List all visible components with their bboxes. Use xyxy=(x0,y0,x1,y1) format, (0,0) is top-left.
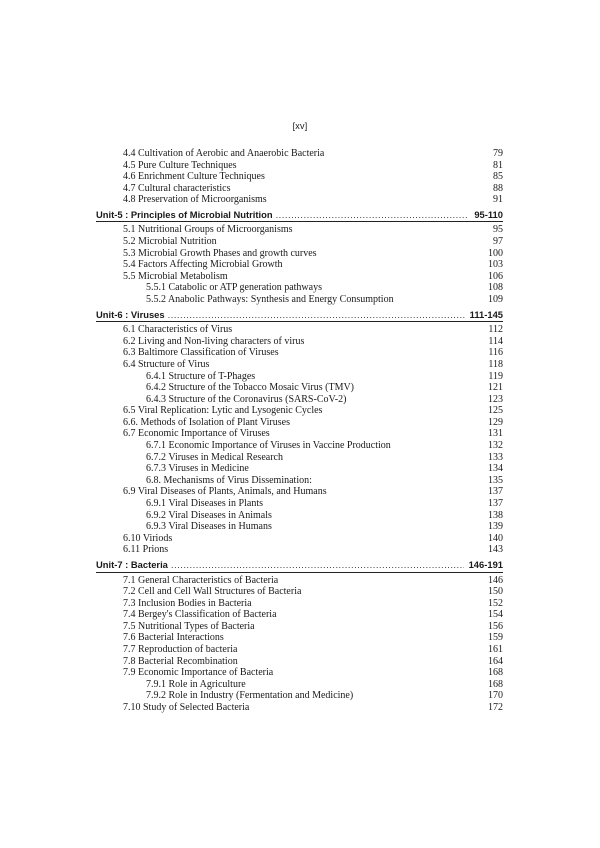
entry-page-number: 109 xyxy=(488,294,503,306)
entry-page-number: 140 xyxy=(488,532,503,544)
entry-page-number: 100 xyxy=(488,247,503,259)
toc-entry xyxy=(96,533,503,545)
entry-page-number: 134 xyxy=(488,463,503,475)
entry-title: 5.2 Microbial Nutrition xyxy=(123,236,217,248)
toc-entry xyxy=(96,224,503,236)
entry-title: 4.6 Enrichment Culture Techniques xyxy=(123,171,265,183)
unit-page-range: 146-191 xyxy=(468,559,503,570)
toc-entry xyxy=(96,609,503,621)
toc-entry xyxy=(96,656,503,668)
entry-title: 6.8. Mechanisms of Virus Dissemination: xyxy=(146,474,312,486)
toc-entry xyxy=(96,171,503,183)
toc-entry xyxy=(96,236,503,248)
entry-title: 7.7 Reproduction of bacteria xyxy=(123,644,238,656)
entry-title: 7.9.1 Role in Agriculture xyxy=(146,678,246,690)
toc-unit-heading xyxy=(96,208,503,223)
toc-entry xyxy=(96,282,503,294)
toc-entry xyxy=(96,294,503,306)
toc-entry xyxy=(96,498,503,510)
entry-page-number: 168 xyxy=(488,678,503,690)
entry-title: 6.11 Prions xyxy=(123,544,169,556)
toc-entry xyxy=(96,405,503,417)
entry-page-number: 146 xyxy=(488,574,503,586)
toc-entry xyxy=(96,440,503,452)
entry-title: 6.9 Viral Diseases of Plants, Animals, and Humans xyxy=(123,486,327,498)
entry-page-number: 129 xyxy=(488,416,503,428)
entry-title: 5.5.1 Catabolic or ATP generation pathways xyxy=(146,282,322,294)
toc-entry xyxy=(96,452,503,464)
entry-title: 5.1 Nutritional Groups of Microorganisms xyxy=(123,224,293,236)
entry-title: 4.7 Cultural characteristics xyxy=(123,182,231,194)
toc-entry xyxy=(96,510,503,522)
entry-page-number: 116 xyxy=(488,347,503,359)
entry-title: 6.7.2 Viruses in Medical Research xyxy=(146,451,283,463)
toc-entry xyxy=(96,259,503,271)
toc-entry xyxy=(96,632,503,644)
entry-page-number: 131 xyxy=(488,428,503,440)
entry-title: 7.9 Economic Importance of Bacteria xyxy=(123,667,274,679)
entry-page-number: 88 xyxy=(493,182,503,194)
toc-entry xyxy=(96,544,503,556)
unit-title: Unit-7 : Bacteria xyxy=(96,559,168,570)
entry-page-number: 170 xyxy=(488,690,503,702)
toc-entry xyxy=(96,475,503,487)
entry-title: 4.8 Preservation of Microorganisms xyxy=(123,194,267,206)
entry-page-number: 112 xyxy=(488,324,503,336)
entry-page-number: 138 xyxy=(488,509,503,521)
entry-page-number: 91 xyxy=(493,194,503,206)
entry-title: 6.9.1 Viral Diseases in Plants xyxy=(146,498,263,510)
entry-page-number: 152 xyxy=(488,597,503,609)
toc-entry xyxy=(96,586,503,598)
entry-page-number: 114 xyxy=(488,335,503,347)
toc-entry xyxy=(96,598,503,610)
toc-entry xyxy=(96,148,503,160)
toc-entry xyxy=(96,371,503,383)
entry-page-number: 137 xyxy=(488,498,503,510)
entry-title: 7.3 Inclusion Bodies in Bacteria xyxy=(123,597,252,609)
toc-entry xyxy=(96,160,503,172)
entry-page-number: 125 xyxy=(488,405,503,417)
entry-page-number: 161 xyxy=(488,644,503,656)
entry-title: 6.4.1 Structure of T-Phages xyxy=(146,370,256,382)
entry-page-number: 168 xyxy=(488,667,503,679)
entry-page-number: 135 xyxy=(488,474,503,486)
toc-entry xyxy=(96,417,503,429)
entry-page-number: 118 xyxy=(488,358,503,370)
entry-title: 7.6 Bacterial Interactions xyxy=(123,632,224,644)
entry-title: 6.7 Economic Importance of Viruses xyxy=(123,428,270,440)
toc-unit-heading xyxy=(96,308,503,323)
entry-title: 6.7.1 Economic Importance of Viruses in Vaccine Production xyxy=(146,440,391,452)
entry-title: 6.4.2 Structure of the Tobacco Mosaic Virus (TMV) xyxy=(146,382,355,394)
entry-page-number: 97 xyxy=(493,236,503,248)
dot-leader xyxy=(171,558,464,572)
entry-title: 7.9.2 Role in Industry (Fermentation and Medicine) xyxy=(146,690,354,702)
toc-entry xyxy=(96,271,503,283)
entry-title: 6.6. Methods of Isolation of Plant Viruses xyxy=(123,416,290,428)
entry-title: 5.5.2 Anabolic Pathways: Synthesis and Energy Consumption xyxy=(146,294,394,306)
toc-entry xyxy=(96,690,503,702)
toc-entry xyxy=(96,521,503,533)
entry-page-number: 143 xyxy=(488,544,503,556)
page-number: [xv] xyxy=(292,121,308,131)
entry-title: 7.4 Bergey's Classification of Bacteria xyxy=(123,609,277,621)
entry-page-number: 150 xyxy=(488,586,503,598)
dot-leader xyxy=(276,208,470,222)
toc-entry xyxy=(96,359,503,371)
entry-title: 6.5 Viral Replication: Lytic and Lysogenic Cycles xyxy=(123,405,323,417)
entry-page-number: 106 xyxy=(488,270,503,282)
toc-entry xyxy=(96,194,503,206)
toc-entry xyxy=(96,347,503,359)
entry-page-number: 85 xyxy=(493,171,503,183)
entry-title: 6.4.3 Structure of the Coronavirus (SARS-CoV-2) xyxy=(146,393,347,405)
toc-entry xyxy=(96,394,503,406)
entry-title: 7.10 Study of Selected Bacteria xyxy=(123,702,250,714)
entry-title: 7.2 Cell and Cell Wall Structures of Bacteria xyxy=(123,586,302,598)
toc-entry xyxy=(96,486,503,498)
entry-title: 6.3 Baltimore Classification of Viruses xyxy=(123,347,279,359)
toc-entry xyxy=(96,248,503,260)
toc-entry xyxy=(96,667,503,679)
entry-page-number: 172 xyxy=(488,702,503,714)
entry-page-number: 79 xyxy=(493,148,503,159)
toc-entry xyxy=(96,382,503,394)
toc-entry xyxy=(96,679,503,691)
toc-entry xyxy=(96,428,503,440)
entry-page-number: 119 xyxy=(488,370,503,382)
entry-title: 6.10 Viriods xyxy=(123,532,173,544)
toc-entry xyxy=(96,621,503,633)
entry-page-number: 137 xyxy=(488,486,503,498)
entry-title: 6.9.2 Viral Diseases in Animals xyxy=(146,509,272,521)
entry-title: 5.5 Microbial Metabolism xyxy=(123,270,228,282)
entry-title: 5.4 Factors Affecting Microbial Growth xyxy=(123,259,283,271)
toc-unit-heading xyxy=(96,558,503,573)
dot-leader xyxy=(168,308,465,322)
toc-entry xyxy=(96,644,503,656)
entry-title: 6.7.3 Viruses in Medicine xyxy=(146,463,249,475)
entry-title: 7.8 Bacterial Recombination xyxy=(123,655,238,667)
table-of-contents xyxy=(96,148,503,714)
entry-page-number: 154 xyxy=(488,609,503,621)
entry-page-number: 95 xyxy=(493,224,503,236)
toc-entry xyxy=(96,324,503,336)
entry-page-number: 103 xyxy=(488,259,503,271)
toc-entry xyxy=(96,336,503,348)
unit-page-range: 111-145 xyxy=(469,308,503,320)
entry-title: 4.5 Pure Culture Techniques xyxy=(123,159,237,171)
entry-title: 6.2 Living and Non-living characters of virus xyxy=(123,335,305,347)
unit-title: Unit-5 : Principles of Microbial Nutrition xyxy=(96,208,273,220)
entry-page-number: 164 xyxy=(488,655,503,667)
toc-entry xyxy=(96,183,503,195)
entry-page-number: 156 xyxy=(488,620,503,632)
entry-title: 6.4 Structure of Virus xyxy=(123,358,210,370)
entry-page-number: 132 xyxy=(488,440,503,452)
entry-page-number: 139 xyxy=(488,521,503,533)
toc-entry xyxy=(96,575,503,587)
toc-entry xyxy=(96,702,503,714)
entry-title: 7.5 Nutritional Types of Bacteria xyxy=(123,620,255,632)
entry-page-number: 123 xyxy=(488,393,503,405)
unit-page-range: 95-110 xyxy=(474,208,503,220)
entry-page-number: 81 xyxy=(493,159,503,171)
entry-title: 6.1 Characteristics of Virus xyxy=(123,324,233,336)
entry-title: 4.4 Cultivation of Aerobic and Anaerobic Bacteria xyxy=(123,148,325,159)
entry-page-number: 133 xyxy=(488,451,503,463)
entry-title: 6.9.3 Viral Diseases in Humans xyxy=(146,521,272,533)
entry-page-number: 121 xyxy=(488,382,503,394)
entry-title: 7.1 General Characteristics of Bacteria xyxy=(123,574,279,586)
entry-title: 5.3 Microbial Growth Phases and growth curves xyxy=(123,247,317,259)
entry-page-number: 108 xyxy=(488,282,503,294)
entry-page-number: 159 xyxy=(488,632,503,644)
toc-entry xyxy=(96,463,503,475)
unit-title: Unit-6 : Viruses xyxy=(96,308,165,320)
